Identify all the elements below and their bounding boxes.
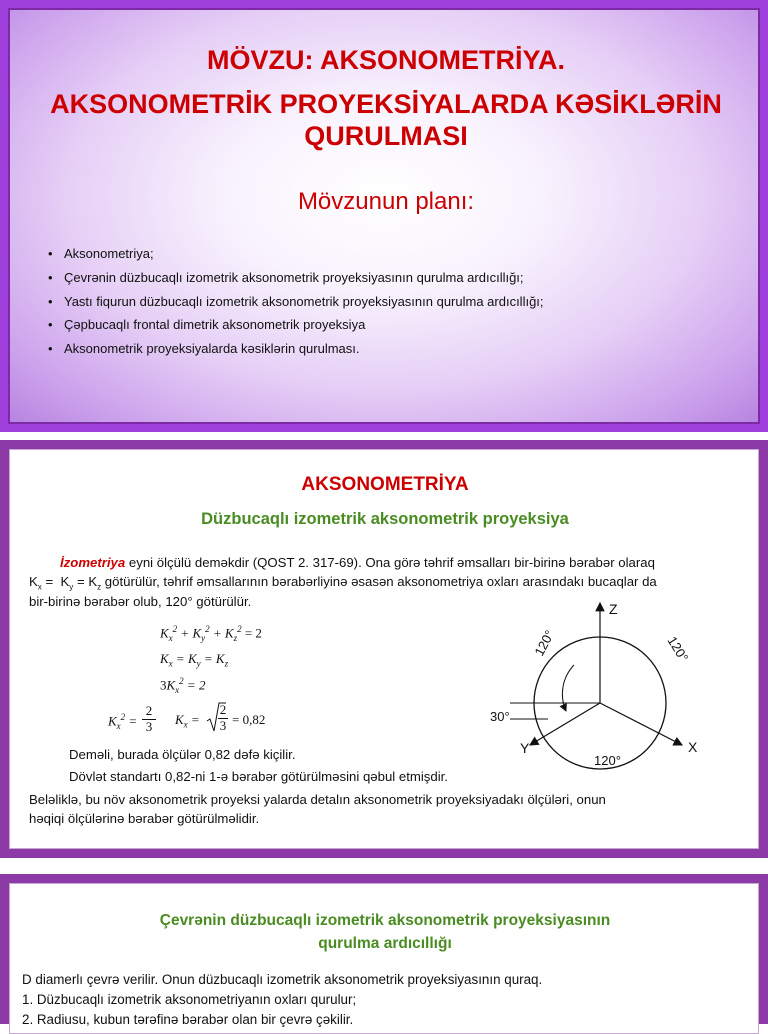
z-axis-label: Z — [609, 601, 618, 617]
slide-2 — [0, 440, 768, 858]
angle-bottom-label: 120° — [594, 753, 621, 768]
x-axis-label: X — [688, 739, 698, 755]
demeli-line: Deməli, burada ölçülər 0,82 dəfə kiçilir. — [69, 747, 296, 762]
intro-line-3: bir-birinə bərabər olub, 120° götürülür. — [29, 594, 252, 609]
formula-fraction: 2 3 — [142, 703, 156, 734]
slide-3-line-2: 1. Düzbucaqlı izometrik aksonometriyanın oxları qurulur; — [22, 992, 357, 1007]
slide-1-panel — [8, 8, 760, 424]
intro-line-1 — [60, 554, 655, 573]
belelikle-line-2: həqiqi ölçülərinə bərabər götürülməlidir. — [29, 811, 260, 826]
y-axis-label: Y — [520, 740, 530, 756]
dovlet-line: Dövlət standartı 0,82-ni 1-ə bərabər götürülməsini qəbul etmişdir. — [69, 769, 448, 784]
plan-item: • Aksonometriya; — [48, 242, 544, 266]
plan-item: • Aksonometrik proyeksiyalarda kəsiklərin qurulması. — [48, 337, 544, 361]
slide-2-heading: AKSONOMETRİYA — [301, 474, 469, 495]
intro-line-1-text: eyni ölçülü deməkdir (QOST 2. 317-69). Ona görə təhrif əmsalları bir-birinə bərabər olaraq — [125, 555, 655, 570]
izometriya-term: İzometriya — [60, 555, 126, 570]
plan-list — [48, 242, 544, 361]
belelikle-line-1: Beləliklə, bu növ aksonometrik proyeksi yalarda detalın aksonometrik proyeksiyadakı ölçüləri, onun — [29, 792, 606, 807]
formula-root-fraction: 2 3 — [219, 702, 227, 733]
formula-sum-squares: $K_x^2 + K_y^2 + K_z^2 = 2$ — [160, 624, 262, 643]
slide-1-title-line-1: MÖVZU: AKSONOMETRİYA. — [206, 45, 565, 75]
formula-kx-root: $K_x$ = — [175, 712, 200, 730]
isometric-axes-diagram — [470, 595, 710, 775]
plan-item: • Çəpbucaqlı frontal dimetrik aksonometrik proyeksiya — [48, 313, 544, 337]
formula-3k: $3K_x^2 = 2$ — [160, 676, 206, 695]
formula-equal: $K_x = K_y = K_z$ — [160, 651, 229, 669]
intro-line-2-text: götürülür, təhrif əmsallarının bərabərliyinə əsasən aksonometriya oxları arasındakı bucaqlar da — [101, 574, 657, 589]
slide-1 — [0, 0, 768, 432]
slide-3-panel — [9, 883, 759, 1034]
slide-1-title-line-2: AKSONOMETRİK PROYEKSİYALARDA KƏSİKLƏRİN — [50, 89, 722, 119]
slide-1-title-line-3: QURULMASI — [304, 121, 468, 151]
x-axis — [600, 703, 682, 745]
angle-top-left-label: 120° — [531, 627, 558, 659]
slide-3 — [0, 874, 768, 1027]
slide-3-heading-line-2: qurulma ardıcıllığı — [318, 935, 452, 952]
slide-3-line-1: D diamerlı çevrə verilir. Onun düzbucaqlı izometrik aksonometrik proyeksiyasının quraq. — [22, 972, 543, 987]
plan-title: Mövzunun planı: — [297, 188, 475, 215]
slide-3-heading-line-1: Çevrənin düzbucaqlı izometrik aksonometrik proyeksiyasının — [159, 912, 611, 929]
plan-item: • Çevrənin düzbucaqlı izometrik aksonometrik proyeksiyasının qurulma ardıcıllığı; — [48, 266, 544, 290]
angle-top-right-label: 120° — [664, 633, 692, 665]
slide-3-line-3: 2. Radiusu, kubun tərəfinə bərabər olan bir çevrə çəkilir. — [22, 1012, 354, 1027]
angle-30-label: 30° — [490, 709, 510, 724]
plan-item: • Yastı fiqurun düzbucaqlı izometrik aksonometrik proyeksiyasının qurulma ardıcıllığı; — [48, 290, 544, 314]
slide-2-panel — [9, 449, 759, 849]
intro-line-2: $K_x = K_y = K_z$ götürülür, təhrif əmsallarının bərabərliyinə əsasən aksonometriya oxları arasındakı bucaqlar da — [29, 574, 657, 592]
slide-2-subheading: Düzbucaqlı izometrik aksonometrik proyeksiya — [201, 510, 569, 528]
inner-angle-arc — [562, 665, 574, 711]
formula-result: = 0,82 — [232, 712, 266, 727]
formula-kx-squared: $K_x^2$ = — [108, 712, 138, 731]
